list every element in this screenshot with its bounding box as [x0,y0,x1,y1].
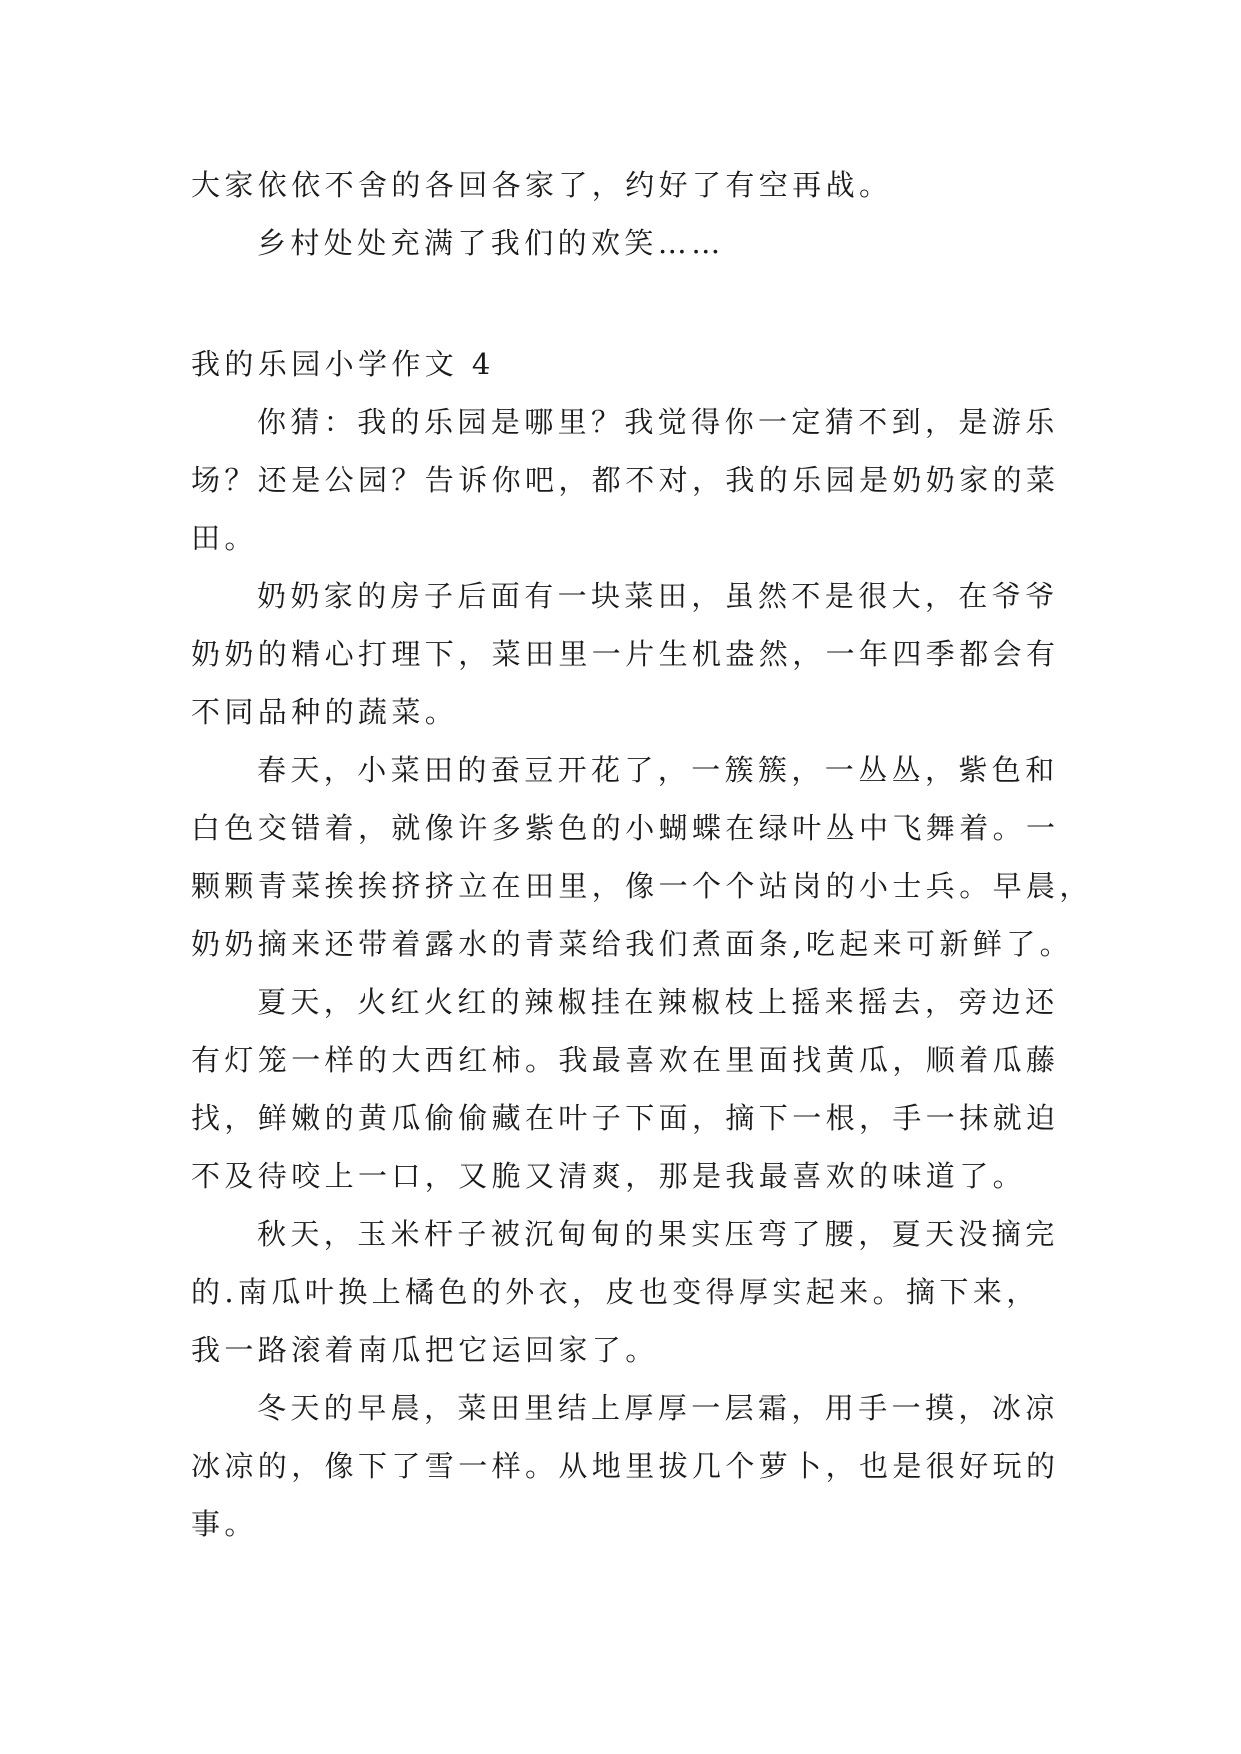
paragraph-line: 乡村处处充满了我们的欢笑…… [257,226,725,260]
paragraph-line: 白色交错着，就像许多紫色的小蝴蝶在绿叶丛中飞舞着。一 [191,811,1060,845]
paragraph-line: 田。 [191,521,258,555]
essay-title-block [191,335,1057,393]
paragraph-line: 奶奶摘来还带着露水的青菜给我们煮面条,吃起来可新鲜了。 [191,927,1074,961]
paragraph-line: 春天，小菜田的蚕豆开花了，一簇簇，一丛丛，紫色和 [257,753,1059,787]
paragraph-line: 不同品种的蔬菜。 [191,695,459,729]
paragraph-line: 奶奶家的房子后面有一块菜田，虽然不是很大，在爷爷 [257,579,1059,613]
paragraph-line: 我一路滚着南瓜把它运回家了。 [191,1333,659,1367]
paragraph-line: 颗颗青菜挨挨挤挤立在田里，像一个个站岗的小士兵。早晨， [191,869,1093,903]
paragraph-line: 秋天，玉米杆子被沉甸甸的果实压弯了腰，夏天没摘完 [257,1217,1059,1251]
paragraph-line: 奶奶的精心打理下，菜田里一片生机盎然，一年四季都会有 [191,637,1060,671]
paragraph-line: 事。 [191,1507,258,1541]
paragraph-line: 不及待咬上一口，又脆又清爽，那是我最喜欢的味道了。 [191,1159,1027,1193]
paragraph-line: 找，鲜嫩的黄瓜偷偷藏在叶子下面，摘下一根，手一抹就迫 [191,1101,1060,1135]
paragraph-line: 冬天的早晨，菜田里结上厚厚一层霜，用手一摸，冰凉 [257,1391,1059,1425]
essay-title: 我的乐园小学作文 4 [191,347,495,381]
paragraph-line: 你猜：我的乐园是哪里？我觉得你一定猜不到，是游乐 [257,405,1059,439]
paragraph-line: 的.南瓜叶换上橘色的外衣，皮也变得厚实起来。摘下来， [191,1275,1040,1309]
previous-essay-ending [191,156,1057,272]
paragraph-line: 有灯笼一样的大西红柿。我最喜欢在里面找黄瓜，顺着瓜藤 [191,1043,1060,1077]
paragraph-line: 大家依依不舍的各回各家了，约好了有空再战。 [191,168,893,202]
paragraph-line: 夏天，火红火红的辣椒挂在辣椒枝上摇来摇去，旁边还 [257,985,1059,1019]
essay-body [191,393,1093,1553]
paragraph-line: 场？还是公园？告诉你吧，都不对，我的乐园是奶奶家的菜 [191,463,1060,497]
paragraph-line: 冰凉的，像下了雪一样。从地里拔几个萝卜，也是很好玩的 [191,1449,1060,1483]
